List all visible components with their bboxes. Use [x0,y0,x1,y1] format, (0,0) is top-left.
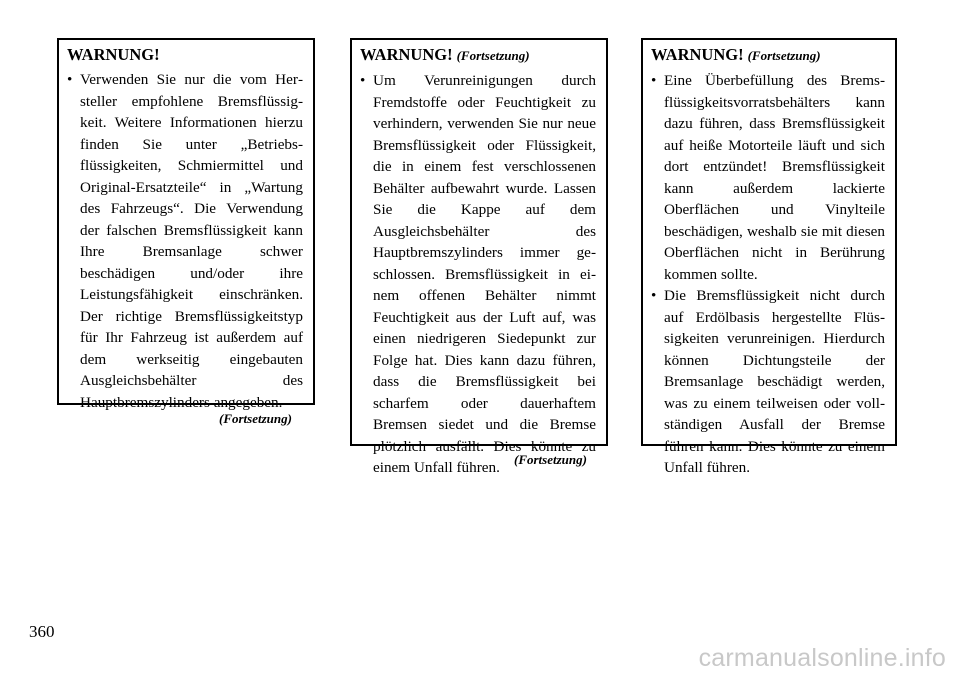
warning-title-continued: (Fortsetzung) [456,48,530,63]
warning-title [360,44,596,66]
warning-title-continued: (Fortsetzung) [747,48,821,63]
continued-label: (Fortsetzung) [219,411,292,426]
warning-title [651,44,885,66]
warning-title-text: WARNUNG! [67,45,160,64]
warning-box-3 [641,38,897,476]
warning-bullet: • Um Verunreinigungen durch Fremdstoffe oder Feuchtigkeit zu verhindern, verwenden Sie nur neue Bremsflüssigkeit oder Flüssigkeit, die in einem fest verschlossenen Behälter aufbewahrt wurde. Lassen Sie die Kappe auf dem Ausgleichsbehälter des Hauptbremszylinders immer geschlossen. Bremsflüssigkeit in einem offenen Behälter nimmt Feuchtigkeit aus der Luft auf, was einen niedrigeren Siedepunkt zur Folge hat. Dies kann dazu führen, dass die Bremsflüssigkeit bei scharfem oder dauerhaftem Bremsen siedet und die Bremse plötzlich ausfällt. Dies könnte zu einem Unfall führen. [360,70,596,479]
warning-bullet: • Eine Überbefüllung des Bremsflüssigkeitsvorratsbehälters kann dazu führen, dass Bremsflüssigkeit auf heiße Motorteile läuft und sich dort entzündet! Bremsflüssigkeit kann außerdem lackierte Oberflächen und Vinylteile beschädigen, weshalb sie mit diesen Oberflächen nicht in Berührung kommen sollte. [651,70,885,285]
page-number: 360 [29,622,55,641]
warning-list [651,70,885,479]
warning-title-text: WARNUNG! [651,45,744,64]
warning-box-1 [57,38,315,411]
warning-box-2 [350,38,608,476]
warning-list [360,70,596,479]
continued-label: (Fortsetzung) [514,452,587,467]
warning-bullet: • Die Bremsflüssigkeit nicht durch auf Erdölbasis hergestellte Flüssigkeiten verunreinigen. Hierdurch können Dichtungsteile der Bremsanlage beschädigt werden, was zu einem teilweisen oder vollständigen Ausfall der Bremse führen kann. Dies könnte zu einem Unfall führen. [651,285,885,479]
warning-title [67,44,303,65]
warning-bullet: • Verwenden Sie nur die vom Hersteller empfohlene Bremsflüssigkeit. Weitere Informationen hierzu finden Sie unter „Betriebsflüssigkeiten, Schmiermittel und Original-Ersatzteile“ in „Wartung des Fahrzeugs“. Die Verwendung der falschen Bremsflüssigkeit kann Ihre Bremsanlage schwer beschädigen und/oder ihre Leistungsfähigkeit einschränken. Der richtige Bremsflüssigkeitstyp für Ihr Fahrzeug ist außerdem auf dem werkseitig eingebauten Ausgleichsbehälter des Hauptbremszylinders angegeben. [67,69,303,413]
warning-list [67,69,303,413]
warning-title-text: WARNUNG! [360,45,453,64]
watermark: carmanualsonline.info [698,644,946,672]
